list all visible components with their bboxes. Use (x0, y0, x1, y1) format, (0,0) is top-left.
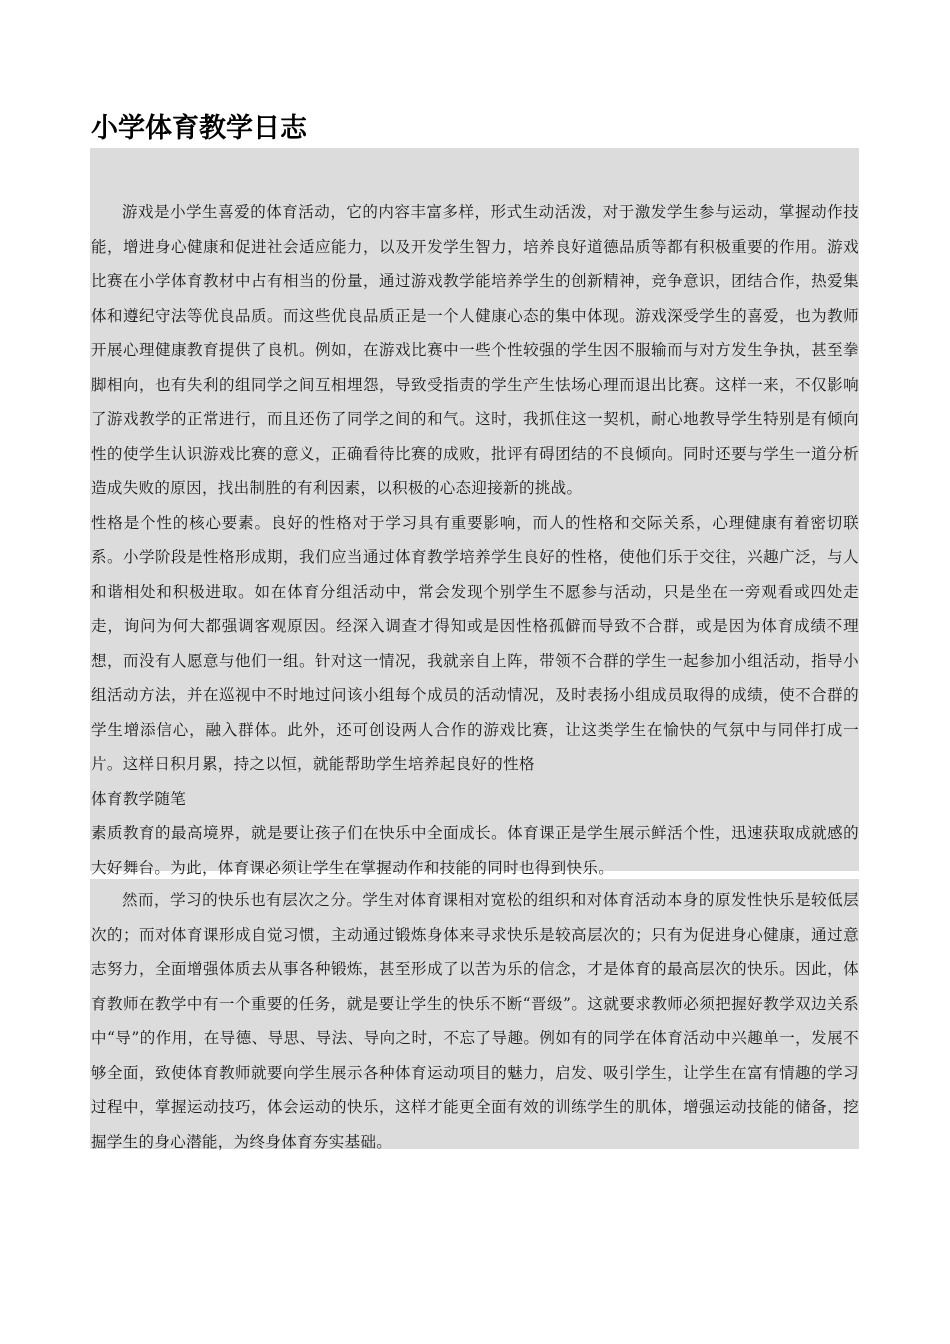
paragraph-joy-levels: 然而，学习的快乐也有层次之分。学生对体育课相对宽松的组织和对体育活动本身的原发性快乐是较低层次的；而对体育课形成自觉习惯，主动通过锻炼身体来寻求快乐是较高层次的；只有为促进身心健康，通过意志努力，全面增强体质去从事各种锻炼，甚至形成了以苦为乐的信念，才是体育的最高层次的快乐。因此，体育教师在教学中有一个重要的任务，就是要让学生的快乐不断“晋级”。这就要求教师必须把握好教学双边关系中“导”的作用，在导德、导思、导法、导向之时，不忘了导趣。例如有的同学在体育活动中兴趣单一，发展不够全面，致使体育教师就要向学生展示各种体育运动项目的魅力，启发、吸引学生，让学生在富有情趣的学习过程中，掌握运动技巧，体会运动的快乐，这样才能更全面有效的训练学生的肌体，增强运动技能的储备，挖掘学生的身心潜能，为终身体育夯实基础。 (91, 891, 859, 1151)
section-heading: 体育教学随笔 (91, 789, 187, 808)
paragraph-games: 游戏是小学生喜爱的体育活动，它的内容丰富多样，形式生动活泼，对于激发学生参与运动，掌握动作技能，增进身心健康和促进社会适应能力，以及开发学生智力，培养良好道德品质等都有积极重要的作用。游戏比赛在小学体育教材中占有相当的份量，通过游戏教学能培养学生的创新精神，竞争意识，团结合作，热爱集体和遵纪守法等优良品质。而这些优良品质正是一个人健康心态的集中体现。游戏深受学生的喜爱，也为教师开展心理健康教育提供了良机。例如，在游戏比赛中一些个性较强的学生因不服输而与对方发生争执，甚至拳脚相向，也有失利的组同学之间互相埋怨，导致受指责的学生产生怯场心理而退出比赛。这样一来，不仅影响了游戏教学的正常进行，而且还伤了同学之间的和气。这时，我抓住这一契机，耐心地教导学生特别是有倾向性的使学生认识游戏比赛的意义，正确看待比赛的成败，批评有碍团结的不良倾向。同时还要与学生一道分析造成失败的原因，找出制胜的有利因素，以积极的心态迎接新的挑战。 (91, 203, 859, 497)
document-title: 小学体育教学日志 (91, 113, 307, 144)
document-body-continued (91, 883, 859, 1159)
paragraph-quality-education: 素质教育的最高境界，就是要让孩子们在快乐中全面成长。体育课正是学生展示鲜活个性，迅速获取成就感的大好舞台。为此，体育课必须让学生在掌握动作和技能的同时也得到快乐。 (91, 824, 859, 877)
paragraph-character: 性格是个性的核心要素。良好的性格对于学习具有重要影响，而人的性格和交际关系，心理健康有着密切联系。小学阶段是性格形成期，我们应当通过体育教学培养学生良好的性格，使他们乐于交往，兴趣广泛，与人和谐相处和积极进取。如在体育分组活动中，常会发现个别学生不愿参与活动，只是坐在一旁观看或四处走走，询问为何大都强调客观原因。经深入调查才得知或是因性格孤僻而导致不合群，或是因为体育成绩不理想，而没有人愿意与他们一组。针对这一情况，我就亲自上阵，带领不合群的学生一起参加小组活动，指导小组活动方法，并在巡视中不时地过问该小组每个成员的活动情况，及时表扬小组成员取得的成绩，使不合群的学生增添信心，融入群体。此外，还可创设两人合作的游戏比赛，让这类学生在愉快的气氛中与同伴打成一片。这样日积月累，持之以恒，就能帮助学生培养起良好的性格 (91, 513, 859, 773)
document-body (91, 195, 859, 885)
